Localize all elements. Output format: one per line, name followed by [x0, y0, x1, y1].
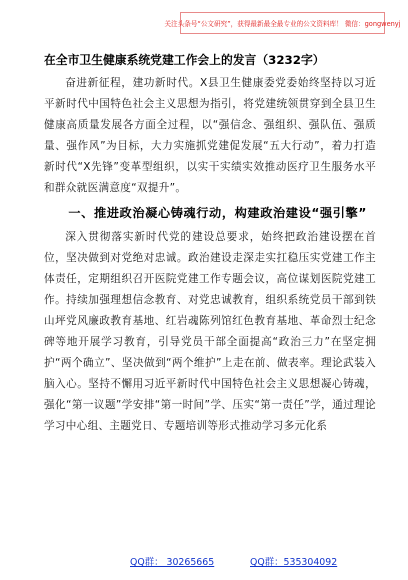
- body-paragraph-1: 深入贯彻落实新时代党的建设总要求，始终把政治建设摆在首位，坚决做到对党绝对忠诚。政治建设走深走实扛稳压实党建工作主体责任，定期组织召开医院党建工作专题会议，高位谋划医院党建工作。持续加强理想信念教育、对党忠诚教育，组织系统党员干部到铁山坪党风廉政教育基地、红岩魂陈列馆红色教育基地、革命烈士纪念碑等地开展学习教育，引导党员干部全面提高“政治三力”在坚定拥护“两个确立”、坚决做到“两个维护”上走在前、做表率。理论武装入脑入心。坚持不懈用习近平新时代中国特色社会主义思想凝心铸魂，强化“第一议题”学安排“第一时间”学、压实“第一责任”学，通过理论学习中心组、主题党日、专题培训等形式推动学习多元化系: [44, 231, 376, 432]
- banner-text: 关注头条号“公文研究”，获得最新最全最专业的公文资料库！ 微信：gongwenyj: [164, 20, 401, 28]
- footer: [0, 554, 408, 570]
- document-content: [44, 51, 376, 437]
- intro-paragraph: 奋进新征程，建功新时代。X县卫生健康委党委始终坚持以习近平新时代中国特色社会主义思想为指引，将党建统领贯穿到全县卫生健康高质量发展各方面全过程，以“强信念、强组织、强队伍、强质量、强作风”为目标，大力实施抓党建促发展“五大行动”，着力打造新时代“X先锋”变革型组织，以实干实绩实效推动医疗卫生服务水平和群众就医满意度“双提升”。: [44, 77, 376, 194]
- footer-qq-group-2[interactable]: QQ群：535304092: [250, 557, 338, 568]
- watermark-banner: [164, 12, 401, 34]
- section-heading-1: 一、推进政治凝心铸魂行动，构建政治建设“强引擎”: [68, 206, 367, 220]
- document-title: 在全市卫生健康系统党建工作会上的发言（3232字）: [44, 53, 325, 67]
- footer-qq-group-1[interactable]: QQ群： 30265665: [130, 557, 215, 568]
